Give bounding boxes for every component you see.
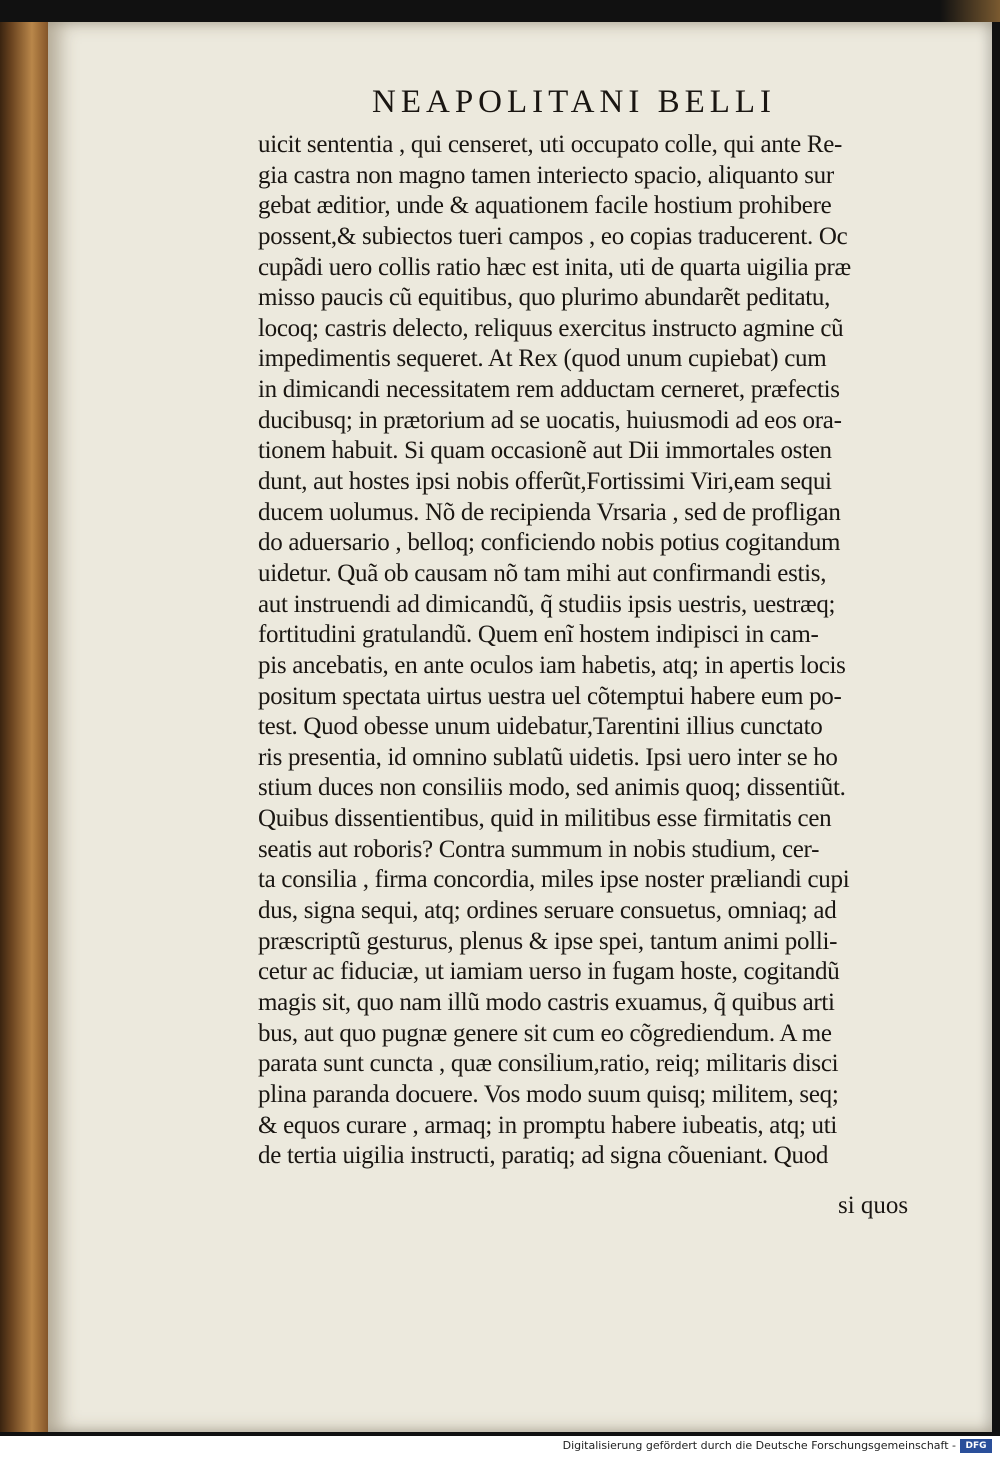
text-line: aut instruendi ad dimicandũ, q̃ studiis ipsis uestris, uestræq; (258, 590, 836, 618)
text-line: locoq; castris delecto, reliquus exercitus instructo agmine cũ (258, 314, 844, 342)
text-line: possent,& subiectos tueri campos , eo copias traducerent. Oc (258, 222, 848, 250)
text-line: uidetur. Quã ob causam nõ tam mihi aut confirmandi estis, (258, 559, 827, 587)
text-line: gebat æditior, unde & aquationem facile hostium prohibere (258, 192, 832, 220)
running-title: NEAPOLITANI BELLI (372, 84, 777, 120)
text-line: test. Quod obesse unum uidebatur,Tarentini illius cunctato (258, 713, 823, 741)
text-line: plina paranda docuere. Vos modo suum quisq; militem, seq; (258, 1080, 839, 1108)
text-line: cupãdi uero collis ratio hæc est inita, uti de quarta uigilia præ (258, 253, 851, 281)
text-line: ta consilia , firma concordia, miles ipse noster præliandi cupi (258, 866, 850, 894)
text-line: dus, signa sequi, atq; ordines seruare consuetus, omniaq; ad (258, 897, 837, 925)
page-body-text (258, 130, 928, 1172)
text-line: pis ancebatis, en ante oculos iam habetis, atq; in apertis locis (258, 651, 846, 679)
text-line: tionem habuit. Si quam occasionẽ aut Dii immortales osten (258, 437, 832, 465)
text-line: & equos curare , armaq; in promptu habere iubeatis, atq; uti (258, 1111, 838, 1139)
text-line: in dimicandi necessitatem rem adductam cerneret, præfectis (258, 376, 840, 404)
text-line: misso paucis cũ equitibus, quo plurimo abundarẽt peditatu, (258, 284, 831, 312)
footer-credit: Digitalisierung gefördert durch die Deutsche Forschungsgemeinschaft - (562, 1439, 956, 1452)
text-line: gia castra non magno tamen interiecto spacio, aliquanto sur (258, 161, 834, 189)
text-line: positum spectata uirtus uestra uel cõtemptui habere eum po- (258, 682, 842, 710)
text-line: parata sunt cuncta , quæ consilium,ratio, reiq; militaris disci (258, 1050, 839, 1078)
text-line: seatis aut roboris? Contra summum in nobis studium, cer- (258, 835, 820, 863)
text-line: Quibus dissentientibus, quid in militibus esse firmitatis cen (258, 805, 832, 833)
text-line: uicit sententia , qui censeret, uti occupato colle, qui ante Re- (258, 131, 843, 158)
page-corner (940, 0, 1000, 22)
text-line: ducibusq; in prætorium ad se uocatis, huiusmodi ad eos ora- (258, 406, 842, 434)
text-line: bus, aut quo pugnæ genere sit cum eo cõgrediendum. A me (258, 1019, 832, 1047)
dfg-logo-icon: DFG (960, 1439, 992, 1453)
text-line: cetur ac fiduciæ, ut iamiam uerso in fugam hoste, cogitandũ (258, 958, 840, 986)
text-line: fortitudini gratulandũ. Quem enĩ hostem indipisci in cam- (258, 621, 819, 649)
text-line: magis sit, quo nam illũ modo castris exuamus, q̃ quibus arti (258, 988, 835, 1016)
text-line: dunt, aut hostes ipsi nobis offerũt,Fortissimi Viri,eam sequi (258, 468, 832, 496)
footer-bar (0, 1436, 1000, 1457)
text-line: ducem uolumus. Nõ de recipienda Vrsaria , sed de profligan (258, 498, 841, 526)
catchword: si quos (838, 1192, 909, 1219)
text-line: stium duces non consiliis modo, sed animis quoq; dissentiũt. (258, 774, 846, 802)
text-line: do aduersario , belloq; conficiendo nobis potius cogitandum (258, 529, 841, 557)
text-line: præscriptũ gesturus, plenus & ipse spei, tantum animi polli- (258, 927, 838, 955)
text-line: de tertia uigilia instructi, paratiq; ad signa cõueniant. Quod (258, 1142, 829, 1170)
text-line: impedimentis sequeret. At Rex (quod unum cupiebat) cum (258, 345, 827, 373)
text-line: ris presentia, id omnino sublatũ uidetis. Ipsi uero inter se ho (258, 743, 838, 771)
